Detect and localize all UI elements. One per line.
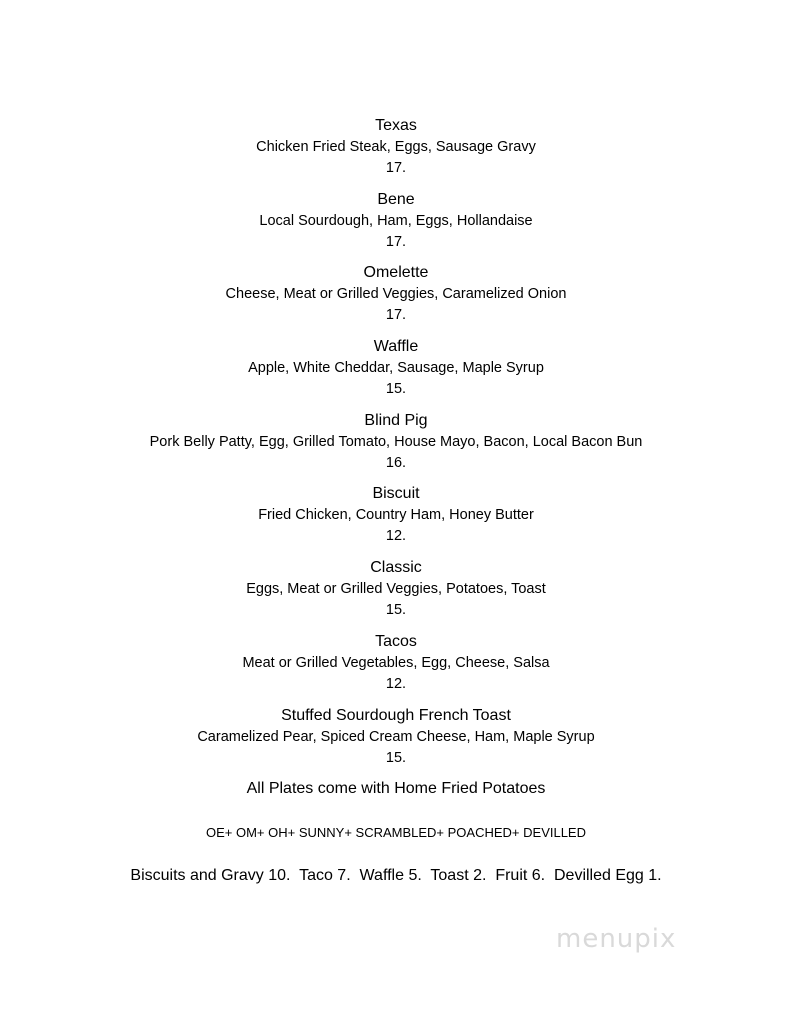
item-description: Local Sourdough, Ham, Eggs, Hollandaise	[259, 212, 533, 229]
item-description: Pork Belly Patty, Egg, Grilled Tomato, House Mayo, Bacon, Local Bacon Bun	[149, 433, 643, 450]
menu-item-classic	[0, 556, 792, 630]
menu-item-tacos	[0, 630, 792, 704]
egg-styles: OE+ OM+ OH+ SUNNY+ SCRAMBLED+ POACHED+ DEVILLED	[205, 825, 586, 840]
item-price: 15.	[385, 602, 407, 619]
item-description: Caramelized Pear, Spiced Cream Cheese, Ham, Maple Syrup	[197, 728, 595, 745]
item-price: 15.	[385, 749, 407, 766]
item-description: Cheese, Meat or Grilled Veggies, Caramelized Onion	[225, 286, 567, 303]
menu-item-waffle	[0, 335, 792, 409]
watermark-logo: menupix	[556, 924, 677, 954]
item-description: Meat or Grilled Vegetables, Egg, Cheese, Salsa	[242, 654, 550, 671]
item-name: Waffle	[373, 338, 419, 356]
item-name: Stuffed Sourdough French Toast	[281, 706, 511, 724]
menu-item-texas	[0, 114, 792, 188]
item-name: Blind Pig	[364, 411, 428, 429]
item-name: Biscuit	[372, 485, 420, 503]
item-price: 12.	[385, 675, 407, 692]
item-price: 17.	[385, 307, 407, 324]
item-price: 15.	[385, 381, 407, 398]
menu-item-omelette	[0, 261, 792, 335]
menu-item-blind-pig	[0, 409, 792, 483]
item-name: Texas	[375, 117, 417, 134]
item-price: 17.	[385, 233, 407, 250]
menu-item-bene	[0, 188, 792, 262]
item-description: Fried Chicken, Country Ham, Honey Butter	[258, 507, 534, 524]
item-description: Apple, White Cheddar, Sausage, Maple Syrup	[248, 360, 544, 377]
menu-item-stuffed-sourdough-french-toast	[0, 704, 792, 778]
menu-item-biscuit	[0, 482, 792, 556]
item-name: Classic	[370, 559, 422, 577]
item-price: 17.	[385, 160, 407, 176]
item-price: 12.	[385, 528, 407, 545]
item-description: Eggs, Meat or Grilled Veggies, Potatoes, Toast	[246, 581, 546, 598]
item-name: Omelette	[363, 264, 429, 282]
item-name: Bene	[377, 190, 415, 208]
plates-note: All Plates come with Home Fried Potatoes	[246, 780, 546, 797]
item-name: Tacos	[375, 632, 417, 650]
item-description: Chicken Fried Steak, Eggs, Sausage Gravy	[256, 139, 536, 155]
menu-list	[0, 114, 792, 777]
sides-list: Biscuits and Gravy 10. Taco 7. Waffle 5. Toast 2. Fruit 6. Devilled Egg 1.	[130, 867, 662, 884]
item-price: 16.	[385, 454, 407, 471]
